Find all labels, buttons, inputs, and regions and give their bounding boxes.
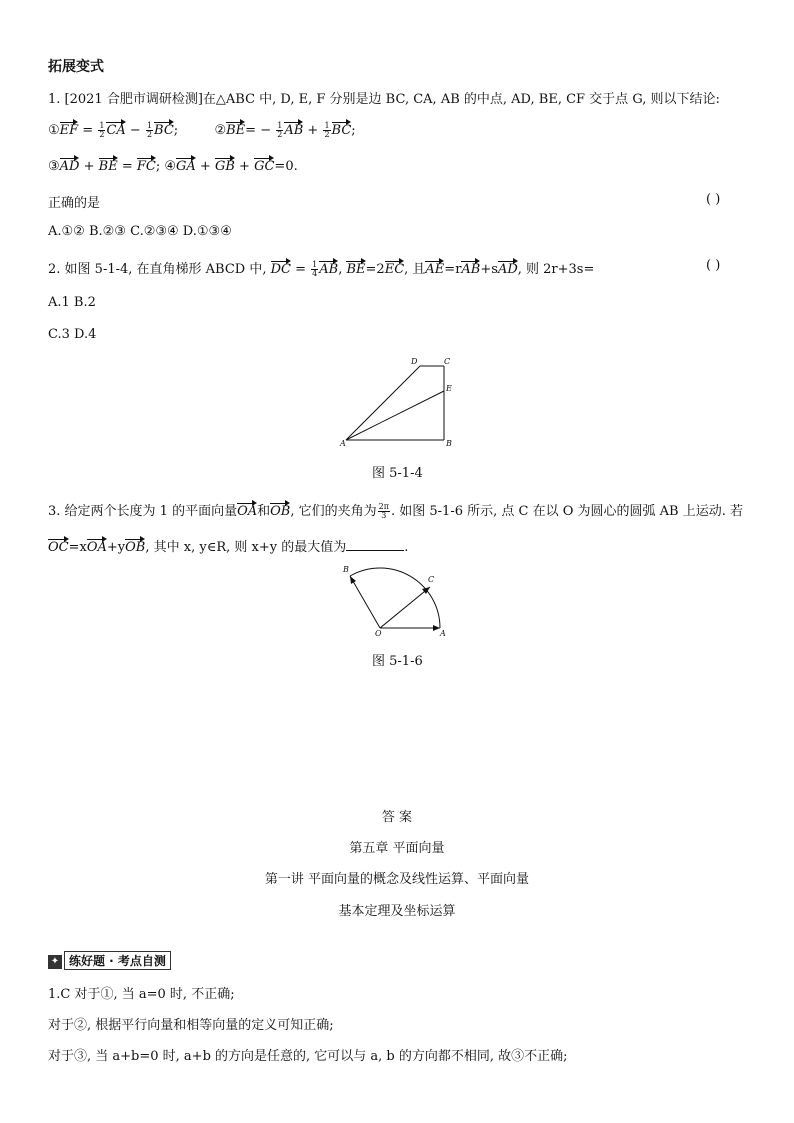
arrowhead-b — [350, 576, 356, 584]
vector-be: BE — [98, 159, 118, 174]
badge-label: 练好题 · 考点自测 — [64, 951, 171, 970]
equals: = − — [245, 123, 276, 138]
q2-options-row2: C.3 D.4 — [48, 327, 97, 342]
period: . — [404, 540, 409, 555]
vector-ad: AD — [497, 262, 518, 277]
vector-gc: GC — [254, 159, 275, 174]
lightbulb-icon: ✦ — [48, 955, 62, 969]
vector-dc: DC — [270, 262, 291, 277]
label-o: O — [375, 629, 382, 638]
plus: + — [195, 159, 215, 174]
frac-num: 1 — [312, 260, 318, 269]
q2-text: 2. 如图 5-1-4, 在直角梯形 ABCD 中, — [48, 262, 271, 277]
vector-ae: AE — [425, 262, 445, 277]
section-title: 拓展变式 — [48, 59, 104, 75]
vector-bc: BC — [331, 123, 352, 138]
figure-5-1-6 — [336, 560, 456, 640]
answer-blank — [346, 538, 404, 551]
vector-fc: FC — [136, 159, 156, 174]
semicolon: ; — [173, 123, 179, 138]
answer-line-3: 对于③, 当 a+b=0 时, a+b 的方向是任意的, 它可以与 a, b 的方向都不相同, 故③不正确; — [48, 1049, 568, 1064]
equals: =r — [444, 262, 462, 277]
comma: , — [338, 262, 347, 277]
q2-text: , 则 2r+3s= — [517, 262, 595, 277]
q3-text: . 如图 5-1-6 所示, 点 C 在以 O 为圆心的圆弧 AB 上运动. 若 — [390, 504, 743, 519]
segment-ae — [346, 391, 444, 440]
vector-oc: OC — [48, 540, 69, 555]
answer-line-2: 对于②, 根据平行向量和相等向量的定义可知正确; — [48, 1018, 334, 1033]
equals: = — [78, 123, 98, 138]
q1-options: A.①② B.②③ C.②③④ D.①③④ — [48, 224, 232, 239]
equals-zero: =0. — [274, 159, 298, 174]
semicolon: ; — [351, 123, 356, 138]
q1-s4-num: ④ — [164, 159, 176, 174]
fraction — [146, 122, 153, 139]
vector-ga: GA — [176, 159, 196, 174]
arrowhead-a — [433, 625, 440, 631]
vector-oa: OA — [237, 504, 258, 519]
vector-ec: EC — [384, 262, 405, 277]
frac-num: 2π — [378, 502, 389, 511]
figure-5-1-4 — [338, 354, 468, 450]
q3-stem-line2 — [48, 536, 408, 555]
label-a: A — [440, 629, 446, 638]
q2-stem — [48, 258, 594, 278]
plus: +s — [480, 262, 498, 277]
frac-den: 4 — [312, 269, 318, 278]
label-b: B — [343, 565, 349, 574]
fraction — [276, 122, 283, 139]
vector-ob: OB — [125, 540, 146, 555]
q3-text: 3. 给定两个长度为 1 的平面向量 — [48, 504, 238, 519]
plus: + — [234, 159, 255, 174]
plus: + — [303, 123, 323, 138]
frac-num: 1 — [146, 121, 153, 130]
vector-oa: OA — [86, 540, 107, 555]
answers-heading: 答 案 — [381, 810, 413, 825]
q2-text: , 且 — [404, 262, 426, 277]
lecture-title-line1: 第一讲 平面向量的概念及线性运算、平面向量 — [264, 872, 530, 887]
lecture-title-line2: 基本定理及坐标运算 — [338, 904, 456, 919]
vector-oc-line — [380, 587, 430, 628]
q1-intro: 1. [2021 合肥市调研检测]在△ABC 中, D, E, F 分别是边 BC, CA, AB 的中点, AD, BE, CF 交于点 G, 则以下结论: — [48, 92, 720, 107]
frac-num: 1 — [99, 121, 105, 130]
frac-den: 2 — [146, 130, 153, 139]
q1-s1-num: ① — [48, 123, 60, 138]
label-e: E — [446, 384, 452, 393]
arc-ab — [350, 568, 440, 628]
label-a: A — [340, 439, 346, 448]
plus: + — [79, 159, 99, 174]
vector-ef: EF — [59, 123, 79, 138]
fraction — [311, 261, 318, 278]
q1-s3-num: ③ — [48, 159, 60, 174]
vector-bc: BC — [154, 123, 174, 138]
label-c: C — [428, 575, 435, 584]
q1-answer-paren: ( ) — [706, 192, 721, 207]
frac-num: 1 — [324, 121, 330, 130]
frac-den: 2 — [99, 130, 105, 139]
frac-den: 3 — [381, 511, 387, 520]
q2-options-row1: A.1 B.2 — [48, 295, 96, 310]
vector-be: BE — [346, 262, 366, 277]
fraction — [98, 122, 105, 139]
vector-ab: AB — [319, 262, 339, 277]
vector-ad: AD — [59, 159, 80, 174]
frac-den: 2 — [324, 130, 330, 139]
vector-ab: AB — [284, 123, 304, 138]
q3-text: 和 — [257, 504, 271, 519]
q3-stem-line1 — [48, 500, 743, 520]
answer-line-1: 1.C 对于①, 当 a=0 时, 不正确; — [48, 987, 235, 1002]
q1-prompt: 正确的是 — [48, 196, 101, 211]
q1-statements-row1 — [48, 122, 356, 139]
q2-answer-paren: ( ) — [706, 258, 721, 273]
frac-den: 2 — [277, 130, 283, 139]
q3-text: , 它们的夹角为 — [290, 504, 377, 519]
minus: − — [125, 123, 145, 138]
q1-s2-num: ② — [214, 123, 227, 138]
equals: = — [117, 159, 137, 174]
vector-ob-line — [350, 576, 380, 628]
vector-gb: GB — [214, 159, 235, 174]
label-d: D — [411, 357, 418, 366]
vector-be: BE — [226, 123, 246, 138]
fraction — [378, 503, 390, 520]
frac-num: 1 — [277, 121, 283, 130]
caption-5-1-6: 图 5-1-6 — [372, 654, 423, 669]
vector-ob: OB — [270, 504, 291, 519]
side-da — [346, 366, 420, 440]
q3-text: , 其中 x, y∈R, 则 x+y 的最大值为 — [145, 540, 347, 555]
caption-5-1-4: 图 5-1-4 — [372, 466, 423, 481]
label-b: B — [446, 439, 452, 448]
vector-ab: AB — [461, 262, 481, 277]
plus: +y — [106, 540, 126, 555]
fraction — [323, 122, 330, 139]
practice-badge — [48, 951, 171, 970]
equals: = — [291, 262, 311, 277]
equals: =x — [68, 540, 87, 555]
q1-statements-row2 — [48, 159, 298, 174]
semicolon: ; — [155, 159, 165, 174]
label-c: C — [444, 357, 451, 366]
vector-ca: CA — [106, 123, 126, 138]
chapter-title: 第五章 平面向量 — [349, 841, 445, 856]
equals: =2 — [365, 262, 385, 277]
